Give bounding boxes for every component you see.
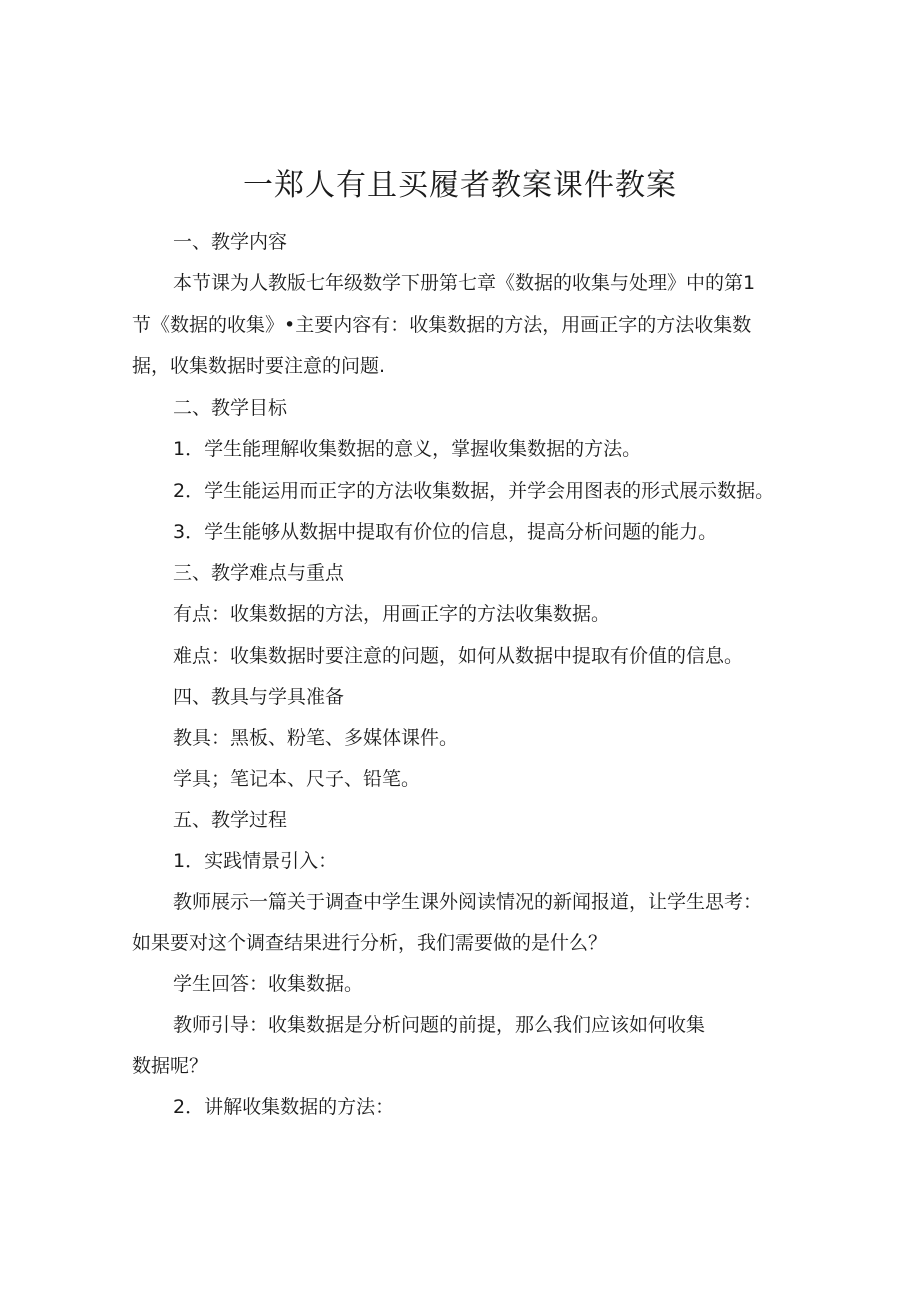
paragraph-line: 数据呢？ — [132, 1055, 209, 1077]
paragraph-line: 学生回答：收集数据。 — [173, 973, 364, 995]
objective-item: 3．学生能够从数据中提取有价位的信息，提高分析问题的能力。 — [173, 521, 718, 543]
student-tools-line: 学具；笔记本、尺子、铅笔。 — [173, 768, 421, 790]
section-heading-objectives: 二、教学目标 — [173, 397, 288, 419]
paragraph-line: 节《数据的收集》•主要内容有：收集数据的方法，用画正字的方法收集数 — [132, 314, 752, 336]
process-step-heading: 2．讲解收集数据的方法： — [173, 1096, 395, 1118]
paragraph-line: 如果要对这个调查结果进行分析，我们需要做的是什么？ — [132, 932, 608, 954]
paragraph-line: 本节课为人教版七年级数学下册第七章《数据的收集与处理》中的第1 — [173, 272, 756, 294]
process-step-heading: 1．实践情景引入： — [173, 850, 338, 872]
difficulty-line: 难点：收集数据时要注意的问题，如何从数据中提取有价值的信息。 — [173, 645, 744, 667]
paragraph-line: 教师展示一篇关于调查中学生课外阅读情况的新闻报道，让学生思考： — [173, 891, 763, 913]
objective-item: 1．学生能理解收集数据的意义，掌握收集数据的方法。 — [173, 438, 642, 460]
objective-item: 2．学生能运用而正字的方法收集数据，并学会用图表的形式展示数据。 — [173, 480, 775, 502]
paragraph-line: 据，收集数据时要注意的问题. — [132, 355, 386, 377]
section-heading-tools: 四、教具与学具准备 — [173, 686, 345, 708]
section-heading-key-points: 三、教学难点与重点 — [173, 562, 345, 584]
paragraph-line: 教师引导：收集数据是分析问题的前提，那么我们应该如何收集 — [173, 1014, 706, 1036]
section-heading-content: 一、教学内容 — [173, 231, 288, 253]
key-point-line: 有点：收集数据的方法，用画正字的方法收集数据。 — [173, 603, 611, 625]
section-heading-process: 五、教学过程 — [173, 809, 288, 831]
teacher-tools-line: 教具：黑板、粉笔、多媒体课件。 — [173, 727, 459, 749]
document-title: 一郑人有且买履者教案课件教案 — [243, 168, 677, 203]
